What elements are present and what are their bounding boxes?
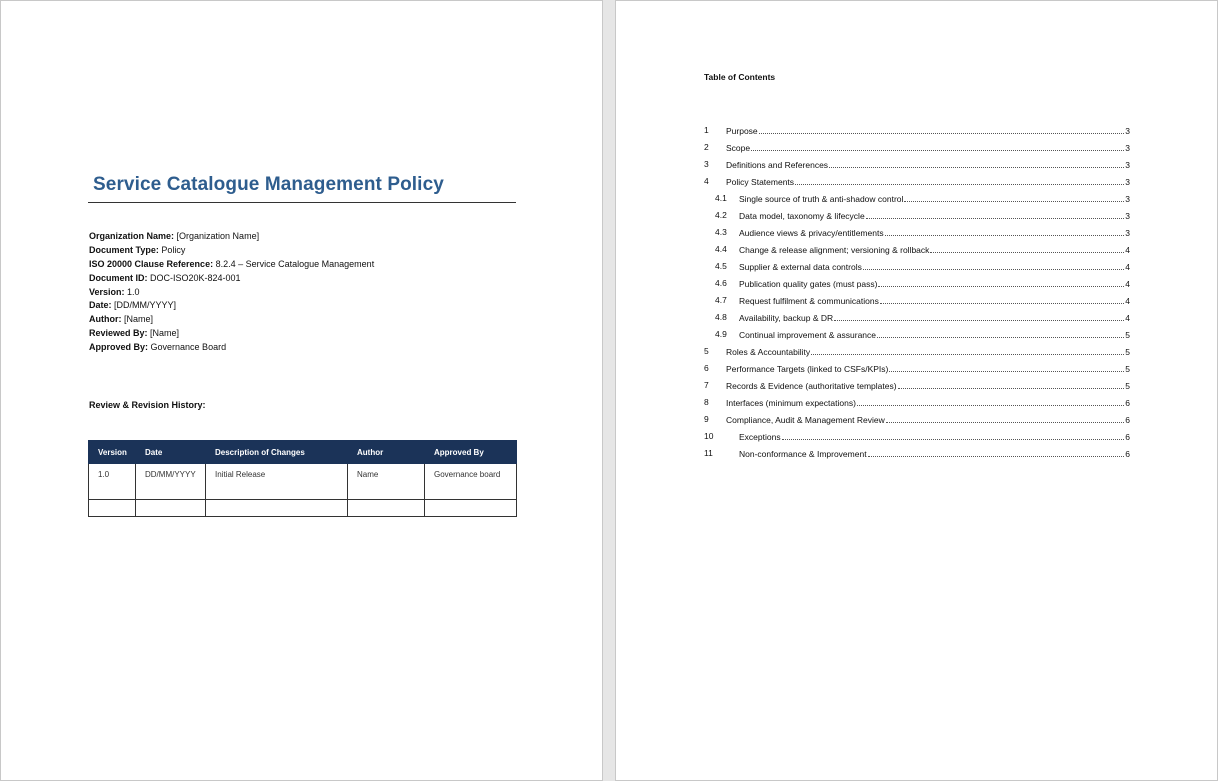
toc-entry-page: 3: [1125, 126, 1130, 136]
metadata-row: [89, 272, 374, 286]
toc-entry-title: Non-conformance & Improvement: [739, 449, 867, 459]
toc-entry[interactable]: [704, 227, 1130, 244]
metadata-value: 8.2.4 – Service Catalogue Management: [215, 258, 375, 269]
toc-entry-line: [726, 414, 1130, 426]
column-header-date: Date: [136, 441, 206, 464]
toc-entry-number: 10: [704, 431, 714, 441]
toc-entry-number: 4.2: [715, 210, 727, 220]
metadata-label: ISO 20000 Clause Reference:: [89, 258, 214, 269]
toc-entry-page: 3: [1125, 194, 1130, 204]
toc-dot-leader: [751, 142, 1124, 151]
toc-dot-leader: [857, 397, 1124, 406]
toc-entry-number: 8: [704, 397, 709, 407]
toc-entry-line: [726, 176, 1130, 188]
metadata-label: Version:: [89, 286, 125, 297]
table-header-row: [89, 441, 517, 464]
metadata-row: [89, 327, 374, 341]
metadata-row: [89, 230, 374, 244]
toc-entry-page: 4: [1125, 313, 1130, 323]
toc-entry-title: Publication quality gates (must pass): [739, 279, 878, 289]
toc-entry-number: 6: [704, 363, 709, 373]
metadata-value: [Organization Name]: [176, 231, 260, 241]
toc-dot-leader: [834, 312, 1124, 321]
toc-entry[interactable]: [704, 346, 1130, 363]
metadata-value: Policy: [161, 244, 186, 255]
toc-entry-page: 3: [1125, 177, 1130, 187]
toc-entry-page: 4: [1125, 262, 1130, 272]
toc-dot-leader: [759, 125, 1125, 134]
toc-entry[interactable]: [704, 176, 1130, 193]
toc-entry-line: [739, 227, 1130, 239]
metadata-label: Organization Name:: [89, 231, 175, 241]
toc-entry-line: [739, 193, 1130, 205]
metadata-value: [Name]: [124, 314, 154, 325]
toc-entry-line: [739, 312, 1130, 324]
toc-entry-line: [726, 159, 1130, 171]
toc-entry-line: [726, 346, 1130, 358]
cell-description: [206, 500, 348, 517]
toc-entry-page: 4: [1125, 296, 1130, 306]
toc-entry-page: 6: [1125, 432, 1130, 442]
document-title: Service Catalogue Management Policy: [93, 174, 444, 195]
toc-entry[interactable]: [704, 210, 1130, 227]
toc-entry-number: 1: [704, 125, 709, 135]
column-header-version: Version: [89, 441, 136, 464]
metadata-value: [Name]: [150, 328, 180, 339]
toc-entry-title: Scope: [726, 143, 751, 153]
toc-entry[interactable]: [704, 312, 1130, 329]
toc-entry-page: 6: [1125, 415, 1130, 425]
toc-entry-line: [739, 448, 1130, 460]
toc-dot-leader: [877, 329, 1124, 338]
toc-entry-line: [739, 295, 1130, 307]
toc-dot-leader: [904, 193, 1124, 202]
toc-entry-line: [726, 142, 1130, 154]
toc-entry[interactable]: [704, 380, 1130, 397]
metadata-row: [89, 341, 374, 355]
toc-dot-leader: [866, 210, 1125, 219]
metadata-row: [89, 286, 374, 300]
cell-approved-by: Governance board: [425, 464, 517, 500]
toc-entry-title: Performance Targets (linked to CSFs/KPIs): [726, 364, 889, 374]
toc-entry-title: Continual improvement & assurance: [739, 330, 877, 340]
toc-entry[interactable]: [704, 193, 1130, 210]
toc-entry-page: 6: [1125, 398, 1130, 408]
toc-entry-title: Records & Evidence (authoritative templates): [726, 381, 897, 391]
toc-entry-line: [739, 244, 1130, 256]
toc-entry-line: [726, 397, 1130, 409]
revision-history-table: [88, 440, 517, 517]
metadata-row: [89, 313, 374, 327]
toc-entry-title: Single source of truth & anti-shadow control: [739, 194, 904, 204]
toc-dot-leader: [829, 159, 1124, 168]
toc-entry-number: 4.1: [715, 193, 727, 203]
toc-entry[interactable]: [704, 244, 1130, 261]
document-metadata: [89, 230, 374, 355]
toc-entry-line: [739, 431, 1130, 443]
toc-entry-line: [739, 278, 1130, 290]
metadata-value: [DD/MM/YYYY]: [114, 300, 177, 311]
toc-dot-leader: [886, 414, 1125, 423]
toc-entry-title: Policy Statements: [726, 177, 795, 187]
toc-dot-leader: [880, 295, 1124, 304]
toc-entry[interactable]: [704, 431, 1130, 448]
toc-entry-number: 7: [704, 380, 709, 390]
toc-entry[interactable]: [704, 261, 1130, 278]
toc-entry-number: 4: [704, 176, 709, 186]
toc-entry-line: [726, 380, 1130, 392]
toc-heading: Table of Contents: [704, 72, 776, 82]
toc-entry-page: 6: [1125, 449, 1130, 459]
toc-entry[interactable]: [704, 125, 1130, 142]
cell-date: DD/MM/YYYY: [136, 464, 206, 500]
toc-entry-number: 5: [704, 346, 709, 356]
title-underline: [88, 202, 516, 203]
table-of-contents: [704, 125, 1130, 465]
document-page-1: [0, 0, 603, 781]
metadata-value: Governance Board: [150, 342, 227, 353]
toc-dot-leader: [930, 244, 1124, 253]
toc-entry-number: 11: [704, 448, 713, 458]
toc-entry-title: Data model, taxonomy & lifecycle: [739, 211, 865, 221]
toc-entry-number: 4.6: [715, 278, 727, 288]
toc-entry-line: [739, 329, 1130, 341]
toc-entry-title: Interfaces (minimum expectations): [726, 398, 856, 408]
toc-entry-line: [726, 363, 1130, 375]
metadata-label: Approved By:: [89, 342, 149, 353]
column-header-approved-by: Approved By: [425, 441, 517, 464]
toc-entry-title: Exceptions: [739, 432, 781, 442]
toc-dot-leader: [889, 363, 1124, 372]
toc-entry-page: 5: [1125, 347, 1130, 357]
toc-entry-page: 4: [1125, 245, 1130, 255]
toc-entry-line: [739, 210, 1130, 222]
toc-entry-title: Change & release alignment; versioning & rollback: [739, 245, 930, 255]
toc-entry-title: Audience views & privacy/entitlements: [739, 228, 884, 238]
metadata-label: Date:: [89, 300, 112, 311]
toc-entry-title: Definitions and References: [726, 160, 829, 170]
cell-approved-by: [425, 500, 517, 517]
toc-entry-number: 4.9: [715, 329, 727, 339]
toc-entry-number: 4.4: [715, 244, 727, 254]
toc-entry[interactable]: [704, 295, 1130, 312]
toc-dot-leader: [885, 227, 1125, 236]
toc-entry-title: Request fulfilment & communications: [739, 296, 879, 306]
toc-entry[interactable]: [704, 278, 1130, 295]
table-row: [89, 464, 517, 500]
toc-dot-leader: [868, 448, 1125, 457]
cell-author: [348, 500, 425, 517]
toc-dot-leader: [795, 176, 1124, 185]
toc-entry-number: 4.8: [715, 312, 727, 322]
cell-description: Initial Release: [206, 464, 348, 500]
metadata-row: [89, 258, 374, 272]
toc-entry-title: Supplier & external data controls: [739, 262, 862, 272]
toc-entry-line: [726, 125, 1130, 137]
table-row: [89, 500, 517, 517]
toc-entry[interactable]: [704, 329, 1130, 346]
toc-entry-page: 4: [1125, 279, 1130, 289]
column-header-description: Description of Changes: [206, 441, 348, 464]
toc-entry[interactable]: [704, 414, 1130, 431]
toc-entry-number: 4.3: [715, 227, 727, 237]
toc-entry-page: 3: [1125, 228, 1130, 238]
metadata-label: Document ID:: [89, 272, 148, 283]
toc-entry-number: 4.7: [715, 295, 727, 305]
cell-version: 1.0: [89, 464, 136, 500]
toc-entry-title: Availability, backup & DR: [739, 313, 834, 323]
toc-entry-page: 5: [1125, 381, 1130, 391]
metadata-value: DOC-ISO20K-824-001: [150, 272, 241, 283]
toc-entry-page: 5: [1125, 364, 1130, 374]
toc-entry-title: Roles & Accountability: [726, 347, 811, 357]
toc-entry-page: 3: [1125, 211, 1130, 221]
toc-entry[interactable]: [704, 397, 1130, 414]
toc-entry-page: 3: [1125, 160, 1130, 170]
toc-entry-number: 9: [704, 414, 709, 424]
toc-entry-number: 4.5: [715, 261, 727, 271]
toc-dot-leader: [878, 278, 1124, 287]
toc-entry-number: 2: [704, 142, 709, 152]
toc-entry-title: Purpose: [726, 126, 758, 136]
cell-author: Name: [348, 464, 425, 500]
metadata-label: Author:: [89, 314, 122, 325]
toc-dot-leader: [782, 431, 1125, 440]
metadata-row: [89, 244, 374, 258]
toc-entry-page: 3: [1125, 143, 1130, 153]
toc-entry-title: Compliance, Audit & Management Review: [726, 415, 885, 425]
toc-entry-line: [739, 261, 1130, 273]
toc-entry[interactable]: [704, 363, 1130, 380]
cell-date: [136, 500, 206, 517]
toc-entry[interactable]: [704, 159, 1130, 176]
metadata-label: Reviewed By:: [89, 328, 148, 339]
toc-entry-number: 3: [704, 159, 709, 169]
metadata-label: Document Type:: [89, 244, 159, 255]
revision-history-heading: Review & Revision History:: [89, 400, 206, 410]
toc-entry-page: 5: [1125, 330, 1130, 340]
toc-entry[interactable]: [704, 142, 1130, 159]
metadata-row: [89, 299, 374, 313]
toc-dot-leader: [811, 346, 1124, 355]
column-header-author: Author: [348, 441, 425, 464]
cell-version: [89, 500, 136, 517]
metadata-value: 1.0: [127, 286, 140, 297]
toc-dot-leader: [863, 261, 1124, 270]
toc-entry[interactable]: [704, 448, 1130, 465]
toc-dot-leader: [898, 380, 1125, 389]
